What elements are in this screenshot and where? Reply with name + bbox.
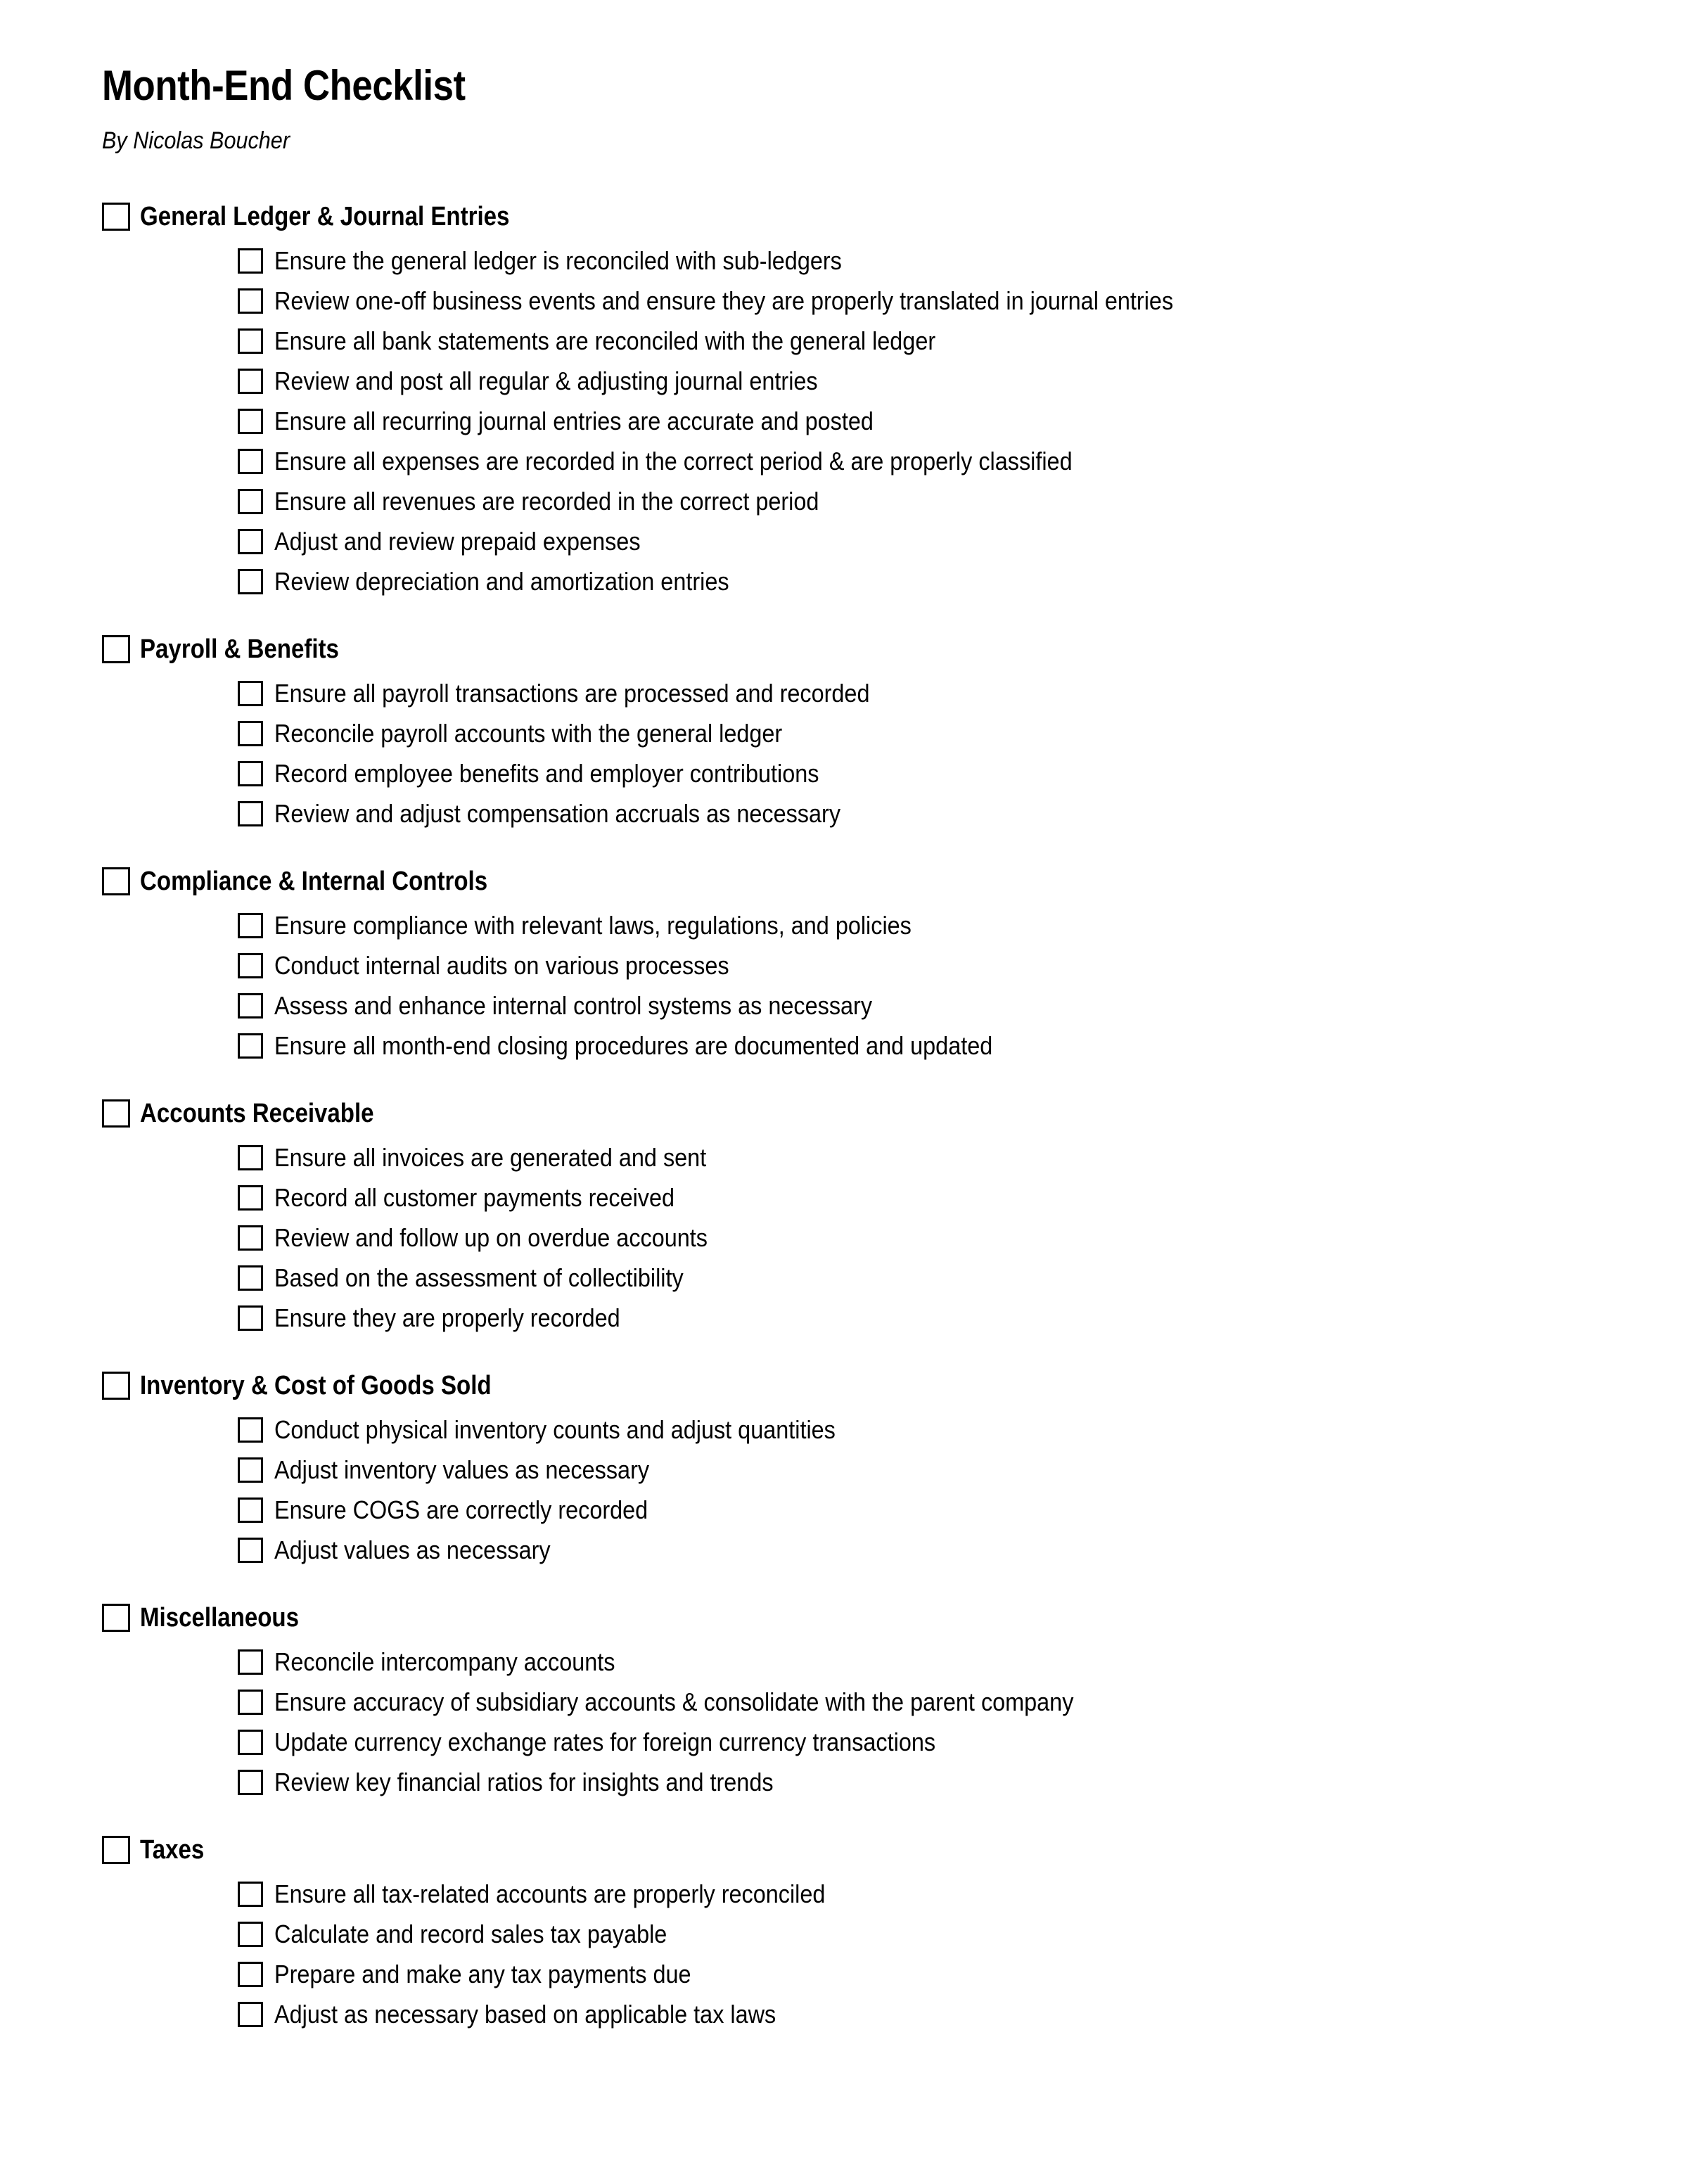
checkbox-unchecked-icon[interactable] (102, 867, 130, 895)
checklist-item-list (102, 1137, 1579, 1338)
checklist-section-label: Inventory & Cost of Goods Sold (140, 1371, 492, 1400)
checklist-item-label: Review depreciation and amortization entries (274, 566, 729, 596)
checklist-section-header[interactable] (102, 1369, 1579, 1403)
checklist-item-label: Reconcile payroll accounts with the general ledger (274, 718, 783, 748)
checklist-section-header[interactable] (102, 632, 1579, 666)
checkbox-unchecked-icon[interactable] (238, 1882, 263, 1907)
checklist-item-label: Ensure compliance with relevant laws, regulations, and policies (274, 910, 912, 940)
checklist-section (102, 1369, 1579, 1570)
checklist-item-label: Adjust as necessary based on applicable tax laws (274, 1999, 776, 2029)
page-title: Month-End Checklist (102, 62, 466, 109)
checkbox-unchecked-icon[interactable] (238, 489, 263, 514)
checklist-item-label: Ensure accuracy of subsidiary accounts & consolidate with the parent company (274, 1687, 1074, 1716)
checkbox-unchecked-icon[interactable] (238, 1538, 263, 1563)
byline-wrapper (102, 127, 1579, 155)
checklist-item-label: Review and post all regular & adjusting journal entries (274, 366, 818, 395)
checkbox-unchecked-icon[interactable] (238, 1457, 263, 1483)
checklist-section-header[interactable] (102, 864, 1579, 898)
checklist-item-label: Adjust and review prepaid expenses (274, 526, 641, 556)
checklist-item-list (102, 1410, 1579, 1570)
checklist-section (102, 1833, 1579, 2034)
checklist-item[interactable] (102, 905, 1579, 945)
checkbox-unchecked-icon[interactable] (238, 2002, 263, 2027)
checkbox-unchecked-icon[interactable] (238, 993, 263, 1018)
checklist-item-list (102, 241, 1579, 601)
document-header (102, 62, 1579, 155)
checklist-section-header[interactable] (102, 1097, 1579, 1130)
checklist-item-label: Update currency exchange rates for foreign currency transactions (274, 1727, 936, 1756)
document-content (102, 62, 1579, 2034)
checklist-section-header[interactable] (102, 200, 1579, 234)
checklist-item[interactable] (102, 1177, 1579, 1218)
checkbox-unchecked-icon[interactable] (102, 1604, 130, 1632)
checklist-item-label: Ensure all recurring journal entries are accurate and posted (274, 406, 874, 435)
checklist-item-label: Ensure all bank statements are reconciled with the general ledger (274, 326, 936, 355)
checklist-item[interactable] (102, 441, 1579, 481)
checklist-item-label: Ensure all invoices are generated and sent (274, 1142, 707, 1172)
checklist-item-label: Ensure they are properly recorded (274, 1303, 620, 1332)
checkbox-unchecked-icon[interactable] (238, 569, 263, 594)
checklist-item[interactable] (102, 281, 1579, 321)
checkbox-unchecked-icon[interactable] (238, 681, 263, 706)
checkbox-unchecked-icon[interactable] (238, 761, 263, 786)
checklist-item-label: Calculate and record sales tax payable (274, 1919, 667, 1948)
author-byline: By Nicolas Boucher (102, 127, 290, 154)
checkbox-unchecked-icon[interactable] (238, 801, 263, 826)
checklist-item[interactable] (102, 985, 1579, 1026)
checkbox-unchecked-icon[interactable] (238, 369, 263, 394)
checkbox-unchecked-icon[interactable] (238, 721, 263, 746)
checklist-item-list (102, 673, 1579, 834)
checklist-item[interactable] (102, 1298, 1579, 1338)
checklist-section-label: General Ledger & Journal Entries (140, 202, 510, 231)
checkbox-unchecked-icon[interactable] (238, 1305, 263, 1331)
checklist-item-label: Ensure all payroll transactions are processed and recorded (274, 678, 870, 708)
checklist-item[interactable] (102, 945, 1579, 985)
checklist-item[interactable] (102, 1874, 1579, 1914)
checkbox-unchecked-icon[interactable] (238, 288, 263, 314)
checkbox-unchecked-icon[interactable] (238, 248, 263, 274)
checklist-item[interactable] (102, 1994, 1579, 2034)
checklist-item-label: Reconcile intercompany accounts (274, 1647, 615, 1676)
checkbox-unchecked-icon[interactable] (238, 1033, 263, 1059)
checkbox-unchecked-icon[interactable] (102, 203, 130, 231)
checkbox-unchecked-icon[interactable] (238, 1145, 263, 1170)
checkbox-unchecked-icon[interactable] (238, 953, 263, 978)
checkbox-unchecked-icon[interactable] (238, 1185, 263, 1211)
checklist-section-label: Accounts Receivable (140, 1099, 374, 1128)
checklist-item[interactable] (102, 1914, 1579, 1954)
checklist-section-label: Payroll & Benefits (140, 634, 339, 664)
checklist-item[interactable] (102, 1137, 1579, 1177)
checklist-item[interactable] (102, 1762, 1579, 1802)
checklist-item[interactable] (102, 793, 1579, 834)
checklist-item[interactable] (102, 521, 1579, 561)
checkbox-unchecked-icon[interactable] (238, 409, 263, 434)
checklist-item-list (102, 1874, 1579, 2034)
checklist-item-label: Assess and enhance internal control systems as necessary (274, 990, 873, 1020)
checklist-item[interactable] (102, 481, 1579, 521)
checklist-item[interactable] (102, 321, 1579, 361)
checklist-section (102, 864, 1579, 1066)
checklist-item[interactable] (102, 1682, 1579, 1722)
checklist-item[interactable] (102, 1530, 1579, 1570)
checkbox-unchecked-icon[interactable] (102, 1836, 130, 1864)
checklist-item[interactable] (102, 713, 1579, 753)
checkbox-unchecked-icon[interactable] (238, 1265, 263, 1291)
checklist-item[interactable] (102, 1490, 1579, 1530)
checklist-section-header[interactable] (102, 1833, 1579, 1867)
checklist-item-label: Ensure all revenues are recorded in the correct period (274, 486, 819, 516)
checkbox-unchecked-icon[interactable] (238, 449, 263, 474)
checklist-section-label: Compliance & Internal Controls (140, 867, 488, 896)
checklist-item[interactable] (102, 1258, 1579, 1298)
checkbox-unchecked-icon[interactable] (238, 328, 263, 354)
checkbox-unchecked-icon[interactable] (238, 1770, 263, 1795)
checklist-item-label: Adjust values as necessary (274, 1535, 551, 1564)
checklist-item-label: Ensure the general ledger is reconciled with sub-ledgers (274, 245, 842, 275)
checklist-section (102, 1601, 1579, 1802)
checklist-item[interactable] (102, 1026, 1579, 1066)
checklist-item-label: Ensure all tax-related accounts are properly reconciled (274, 1879, 826, 1908)
checklist-item[interactable] (102, 1954, 1579, 1994)
checklist-item-label: Ensure all month-end closing procedures are documented and updated (274, 1030, 993, 1060)
checklist-item[interactable] (102, 1218, 1579, 1258)
checklist-item[interactable] (102, 673, 1579, 713)
checkbox-unchecked-icon[interactable] (238, 1730, 263, 1755)
checkbox-unchecked-icon[interactable] (238, 1497, 263, 1523)
checkbox-unchecked-icon[interactable] (238, 1649, 263, 1675)
checklist-item[interactable] (102, 1722, 1579, 1762)
checkbox-unchecked-icon[interactable] (102, 1099, 130, 1128)
checkbox-unchecked-icon[interactable] (238, 1690, 263, 1715)
checkbox-unchecked-icon[interactable] (102, 635, 130, 663)
checklist-item-label: Record employee benefits and employer contributions (274, 758, 819, 788)
checklist-item-label: Review and follow up on overdue accounts (274, 1222, 708, 1252)
checklist-item-list (102, 905, 1579, 1066)
checkbox-unchecked-icon[interactable] (238, 1962, 263, 1987)
checklist-item-label: Record all customer payments received (274, 1182, 675, 1212)
checklist-item[interactable] (102, 401, 1579, 441)
checklist-item-label: Prepare and make any tax payments due (274, 1959, 691, 1988)
checklist-item[interactable] (102, 241, 1579, 281)
checkbox-unchecked-icon[interactable] (238, 529, 263, 554)
checklist (102, 200, 1579, 2034)
checkbox-unchecked-icon[interactable] (238, 913, 263, 938)
checklist-item-label: Review one-off business events and ensure they are properly translated in journal entries (274, 286, 1174, 315)
checklist-section-label: Miscellaneous (140, 1603, 299, 1633)
checklist-item-list (102, 1642, 1579, 1802)
checklist-item-label: Based on the assessment of collectibility (274, 1263, 684, 1292)
checkbox-unchecked-icon[interactable] (238, 1225, 263, 1251)
checklist-section (102, 632, 1579, 834)
checkbox-unchecked-icon[interactable] (238, 1922, 263, 1947)
checklist-item-label: Conduct physical inventory counts and adjust quantities (274, 1415, 836, 1444)
checklist-item-label: Review and adjust compensation accruals as necessary (274, 798, 841, 828)
checkbox-unchecked-icon[interactable] (238, 1417, 263, 1443)
checklist-item[interactable] (102, 753, 1579, 793)
checklist-section-header[interactable] (102, 1601, 1579, 1635)
checklist-item-label: Adjust inventory values as necessary (274, 1455, 650, 1484)
checklist-item-label: Review key financial ratios for insights and trends (274, 1767, 774, 1796)
checklist-section (102, 1097, 1579, 1338)
checklist-item-label: Conduct internal audits on various processes (274, 950, 729, 980)
checklist-item[interactable] (102, 361, 1579, 401)
checklist-item-label: Ensure all expenses are recorded in the correct period & are properly classified (274, 446, 1073, 475)
checklist-item[interactable] (102, 1410, 1579, 1450)
checklist-item-label: Ensure COGS are correctly recorded (274, 1495, 648, 1524)
checklist-item[interactable] (102, 1450, 1579, 1490)
checklist-section-label: Taxes (140, 1835, 205, 1865)
checklist-item[interactable] (102, 561, 1579, 601)
checkbox-unchecked-icon[interactable] (102, 1372, 130, 1400)
checklist-item[interactable] (102, 1642, 1579, 1682)
checklist-section (102, 200, 1579, 601)
